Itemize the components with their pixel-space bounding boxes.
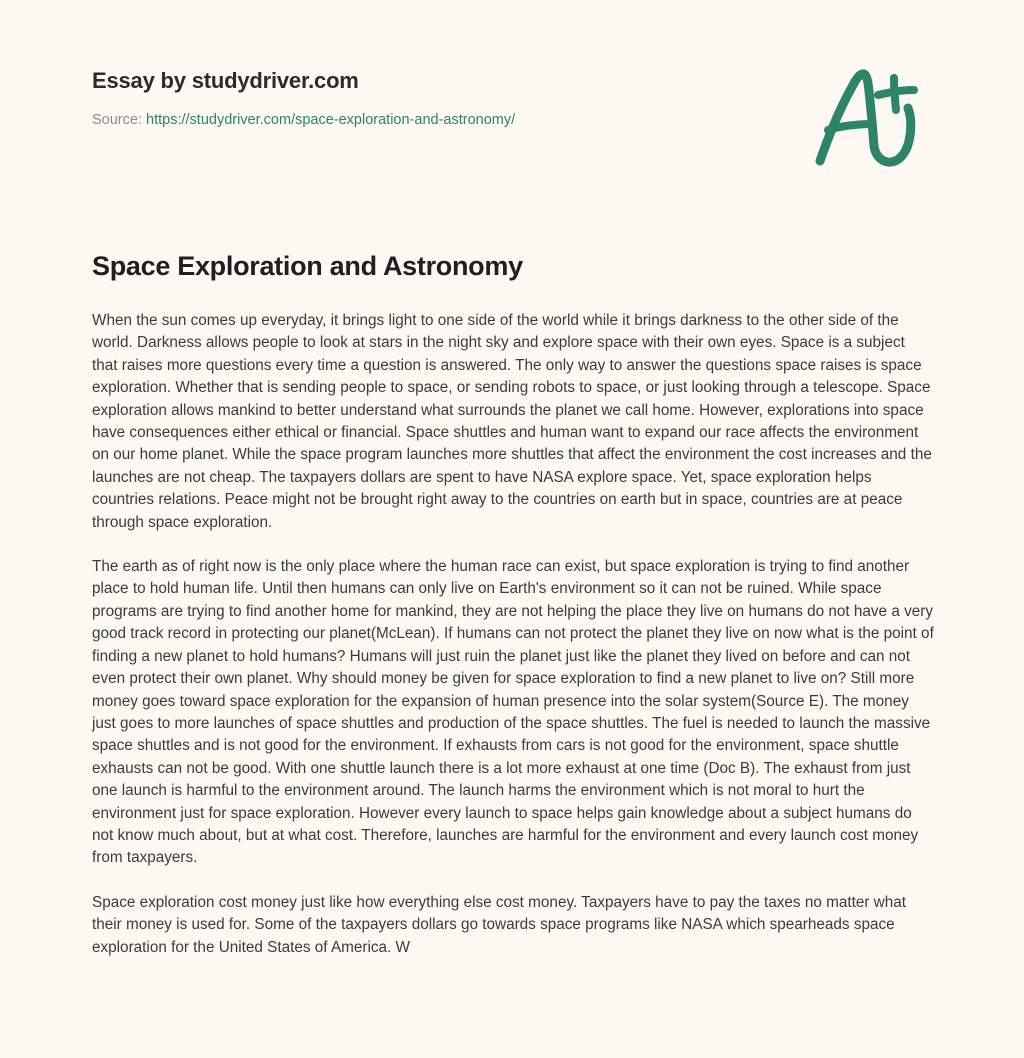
- article: [92, 248, 934, 959]
- article-paragraph: The earth as of right now is the only place where the human race can exist, but space exploration is trying to find another place to hold human life. Until then humans can only live on Earth's environment so it can not be ruined. While space programs are trying to find another home for mankind, they are not helping the place they live on humans do not have a very good track record in protecting our planet(McLean). If humans can not protect the planet they live on now what is the point of finding a new planet to hold humans? Humans will just ruin the planet just like the planet they lived on before and can not even protect their own planet. Why should money be given for space exploration to find a new planet to live on? Still more money goes toward space exploration for the expansion of human presence into the solar system(Source E). The money just goes to more launches of space shuttles and production of the space shuttles. The fuel is needed to launch the massive space shuttles and is not good for the environment. If exhausts from cars is not good for the environment, space shuttle exhausts can not be good. With one shuttle launch there is a lot more exhaust at one time (Doc B). The exhaust from just one launch is harmful to the environment around. The launch harms the environment which is not moral to hurt the environment just for space exploration. However every launch to space helps gain knowledge about a subject humans do not know much about, but at what cost. Therefore, launches are harmful for the environment and every launch cost money from taxpayers.: [92, 558, 934, 867]
- page-title: Space Exploration and Astronomy: [92, 251, 523, 281]
- article-body: [92, 310, 934, 959]
- article-paragraph: When the sun comes up everyday, it brings light to one side of the world while it brings darkness to the other side of the world. Darkness allows people to look at stars in the night sky and explore space with their own eyes. Space is a subject that raises more questions every time a question is answered. The only way to answer the questions space raises is space exploration. Whether that is sending people to space, or sending robots to space, or just looking through a telescope. Space exploration allows mankind to better understand what surrounds the planet we call home. However, explorations into space have consequences either ethical or financial. Space shuttles and human want to expand our race affects the environment on our home planet. While the space program launches more shuttles that affect the environment the cost increases and the launches are not cheap. The taxpayers dollars are spent to have NASA explore space. Yet, space exploration helps countries relations. Peace might not be brought right away to the countries on earth but in space, countries are at peace through space exploration.: [92, 312, 932, 531]
- a-plus-logo-icon: [806, 62, 924, 170]
- a-plus-logo: [806, 62, 924, 170]
- source-label: Source:: [92, 112, 142, 128]
- source-url-link[interactable]: https://studydriver.com/space-exploration-and-astronomy/: [146, 112, 516, 128]
- site-attribution-title: Essay by studydriver.com: [92, 68, 359, 93]
- article-paragraph: Space exploration cost money just like how everything else cost money. Taxpayers have to pay the taxes no matter what their money is used for. Some of the taxpayers dollars go towards space programs like NASA which spearheads space exploration for the United States of America. W: [92, 893, 906, 956]
